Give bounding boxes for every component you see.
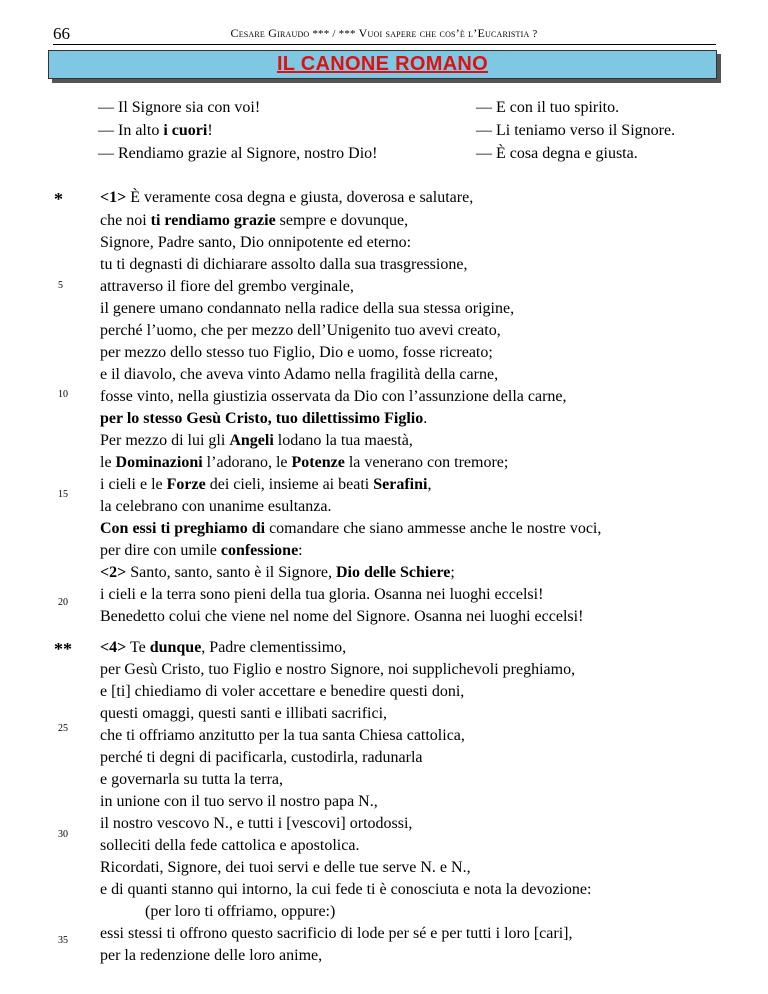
text-line: per lo stesso Gesù Cristo, tuo dilettissimo Figlio.	[100, 410, 428, 427]
text-line: fosse vinto, nella giustizia osservata da Dio con l’assunzione della carne,	[100, 388, 567, 405]
text-line: perché l’uomo, che per mezzo dell’Unigenito tuo avevi creato,	[100, 322, 501, 339]
dialogue-response: — È cosa degna e giusta.	[476, 145, 638, 162]
text-line: per dire con umile confessione:	[100, 542, 303, 559]
dialogue-response: — E con il tuo spirito.	[476, 99, 620, 116]
line-number: 30	[58, 829, 68, 840]
line-number: 10	[58, 389, 68, 400]
section-title-box	[48, 50, 717, 79]
text-line: tu ti degnasti di dichiarare assolto dalla sua trasgressione,	[100, 256, 468, 273]
page-number: 66	[53, 24, 70, 43]
header-rule	[53, 44, 716, 45]
text-line: Signore, Padre santo, Dio onnipotente ed eterno:	[100, 234, 412, 251]
text-line: per Gesù Cristo, tuo Figlio e nostro Signore, noi supplichevoli preghiamo,	[100, 661, 576, 678]
text-line: Con essi ti preghiamo di comandare che siano ammesse anche le nostre voci,	[100, 520, 602, 537]
text-line: la celebrano con unanime esultanza.	[100, 498, 332, 515]
text-line: perché ti degni di pacificarla, custodirla, radunarla	[100, 749, 423, 766]
text-line: che ti offriamo anzitutto per la tua santa Chiesa cattolica,	[100, 727, 465, 744]
text-line: <2> Santo, santo, santo è il Signore, Dio delle Schiere;	[100, 564, 455, 581]
dialogue-response: — Li teniamo verso il Signore.	[476, 122, 676, 139]
line-number: 15	[58, 489, 68, 500]
line-number: 5	[58, 280, 63, 291]
dialogue-left	[98, 96, 378, 165]
text-line: il genere umano condannato nella radice della sua stessa origine,	[100, 300, 515, 317]
line-number: 35	[58, 935, 68, 946]
section-marker: *	[54, 189, 63, 209]
text-line: attraverso il fiore del grembo verginale,	[100, 278, 354, 295]
dialogue-line: — Rendiamo grazie al Signore, nostro Dio!	[98, 145, 378, 162]
text-line: le Dominazioni l’adorano, le Potenze la venerano con tremore;	[100, 454, 509, 471]
dialogue-line: — Il Signore sia con voi!	[98, 99, 261, 116]
running-header: Cesare Giraudo *** / *** Vuoi sapere che cos’è l’Eucaristia ?	[230, 26, 538, 40]
line-number: 20	[58, 597, 68, 608]
section-marker: **	[54, 639, 72, 659]
text-line: il nostro vescovo N., e tutti i [vescovi] ortodossi,	[100, 815, 413, 832]
text-line: questi omaggi, questi santi e illibati sacrifici,	[100, 705, 388, 722]
text-line: per mezzo dello stesso tuo Figlio, Dio e uomo, fosse ricreato;	[100, 344, 493, 361]
section-title: IL CANONE ROMANO	[276, 53, 489, 75]
line-number: 25	[58, 723, 68, 734]
text-line: in unione con il tuo servo il nostro papa N.,	[100, 793, 378, 810]
text-line: i cieli e le Forze dei cieli, insieme ai beati Serafini,	[100, 476, 432, 493]
text-line: e di quanti stanno qui intorno, la cui fede ti è conosciuta e nota la devozione:	[100, 881, 592, 898]
text-line: i cieli e la terra sono pieni della tua gloria. Osanna nei luoghi eccelsi!	[100, 586, 544, 603]
text-line-indented: (per loro ti offriamo, oppure:)	[145, 903, 336, 920]
text-line: essi stessi ti offrono questo sacrificio di lode per sé e per tutti i loro [cari],	[100, 925, 573, 942]
text-line: che noi ti rendiamo grazie sempre e dovunque,	[100, 212, 409, 229]
text-line: e governarla su tutta la terra,	[100, 771, 284, 788]
text-line: per la redenzione delle loro anime,	[100, 947, 323, 964]
text-line: e il diavolo, che aveva vinto Adamo nella fragilità della carne,	[100, 366, 499, 383]
text-line: Ricordati, Signore, dei tuoi servi e delle tue serve N. e N.,	[100, 859, 471, 876]
text-line: <1> È veramente cosa degna e giusta, doverosa e salutare,	[100, 189, 474, 206]
dialogue-right	[476, 96, 675, 165]
text-line: <4> Te dunque, Padre clementissimo,	[100, 639, 347, 656]
text-line: Benedetto colui che viene nel nome del Signore. Osanna nei luoghi eccelsi!	[100, 608, 584, 625]
dialogue-line: — In alto i cuori!	[98, 122, 213, 139]
text-line: Per mezzo di lui gli Angeli lodano la tua maestà,	[100, 432, 413, 449]
text-line: solleciti della fede cattolica e apostolica.	[100, 837, 360, 854]
text-line: e [ti] chiediamo di voler accettare e benedire questi doni,	[100, 683, 465, 700]
